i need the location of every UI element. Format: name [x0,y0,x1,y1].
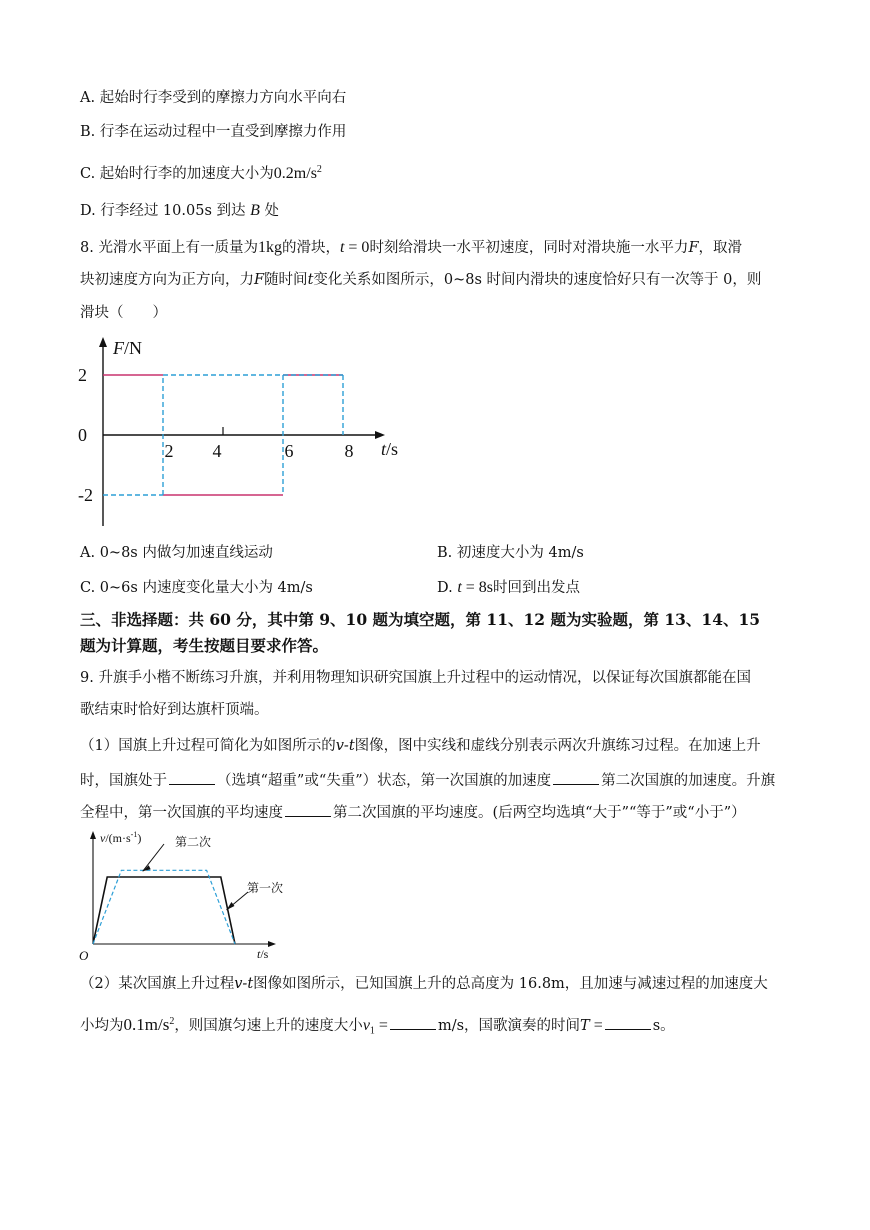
ft-labels [78,338,398,505]
annotation-pointer [143,844,164,871]
x-axis-label [257,947,269,961]
q9-text: s。 [652,1017,675,1034]
q9-accel-value: 0.1m/s [123,1014,170,1034]
q9-stem-line-1: 9. 升旗手小楷不断练习升旗，并利用物理知识研究国旗上升过程中的运动情况，以保证每次国旗都能在国 [80,670,751,686]
y-axis-arrow [99,337,107,347]
answer-blank-1[interactable] [169,770,215,785]
q7-option-d-point: B [250,202,260,219]
x-axis-arrow [375,431,385,439]
q9-text: 第二次国旗的平均速度。(后两空均选填“大于”“等于”或“小于”） [333,805,746,821]
q8-option-d-suffix: 时回到出发点 [493,580,581,596]
velocity-line-第二次 [93,870,235,944]
x-axis-label [381,439,398,459]
y-axis-label [112,338,142,358]
q9-stem-line-2: 歌结束时恰好到达旗杆顶端。 [80,702,269,718]
q7-option-c [80,160,322,184]
q8-option-c: C. 0~6s 内速度变化量大小为 4m/s [80,580,313,596]
q8-option-d-eq: = 8s [461,579,494,596]
q7-option-c-exponent: 2 [316,164,322,175]
q8-stem-line-2 [80,270,761,290]
x-axis-var: t [257,947,261,961]
q8-stem-line-1 [80,238,742,258]
q9-v1-eq: = [374,1016,388,1034]
y-axis-exp: -1 [130,830,138,839]
velocity-line-第一次 [93,877,235,944]
q9-text: 图像如图所示，已知国旗上升的总高度为 16.8m，且加速与减速过程的加速度大 [253,976,768,992]
q9-vt: v-t [335,738,355,754]
q8-t-var: t [339,239,345,256]
q9-accel-exponent: 2 [169,1016,175,1027]
q8-option-d [437,578,580,598]
q8-t-eq: = 0 [344,239,370,256]
answer-blank-2[interactable] [553,770,599,785]
q9-text: （1）国旗上升过程可简化为如图所示的 [80,738,336,754]
ft-axes [99,337,385,526]
q9-text: ，则国旗匀速上升的速度大小 [174,1017,363,1034]
q8-option-d-t: t [457,579,462,596]
x-axis-var: t [381,439,387,459]
y-tick-label: 2 [78,365,87,385]
q8-text: 块初速度方向为正方向，力 [80,272,254,288]
q9-text: 时，国旗处于 [80,773,167,789]
q9-T-eq: = [589,1016,603,1034]
q9-text: 图像，图中实线和虚线分别表示两次升旗练习过程。在加速上升 [354,738,761,754]
answer-blank-3[interactable] [285,802,331,817]
q8-option-a: A. 0~8s 内做匀加速直线运动 [80,545,273,561]
q9-v1-sub: 1 [369,1025,375,1037]
q9-text: 小均为 [80,1017,124,1034]
q9-part1-line-2 [80,770,775,791]
q8-t-var: t [307,272,314,288]
q9-text: 第二次国旗的加速度。升旗 [601,773,776,789]
y-axis-var: v [100,831,106,845]
annotation-second: 第二次 [175,835,212,849]
q9-text: 全程中，第一次国旗的平均速度 [80,805,283,821]
q8-F-var: F [254,272,265,288]
q7-option-a: A. 起始时行李受到的摩擦力方向水平向右 [80,90,347,106]
vt-labels [79,830,283,963]
x-tick-label: 2 [164,441,174,461]
q9-v1-var: v [362,1016,370,1034]
q9-part2-line-2 [80,1012,675,1042]
q9-text: m/s，国歌演奏的时间 [437,1017,581,1034]
q8-text: 的滑块， [281,240,340,256]
answer-blank-4[interactable] [390,1015,436,1030]
annotation-first: 第一次 [247,881,284,895]
q8-text: 变化关系如图所示，0~8s 时间内滑块的速度恰好只有一次等于 0，则 [313,272,762,288]
q8-text: 8. 光滑水平面上有一质量为 [80,240,258,256]
y-axis-var: F [113,338,124,358]
velocity-time-chart [76,828,296,968]
q8-F-var: F [688,240,699,256]
origin-label: O [79,948,89,963]
y-axis-arrow [90,831,96,839]
q9-T-var: T [580,1017,590,1034]
q7-option-c-text: C. 起始时行李的加速度大小为 [80,165,274,182]
q7-option-b: B. 行李在运动过程中一直受到摩擦力作用 [80,124,347,140]
x-tick-label: 8 [344,441,354,461]
y-tick-label: 0 [78,425,87,445]
q9-part2-line-1 [80,974,768,994]
q8-mass: 1kg [257,239,282,256]
q8-text: 时刻给滑块一水平初速度，同时对滑块施一水平力 [369,240,689,256]
y-axis-unit: /(m·s [105,831,131,845]
section-3-heading-line-1: 三、非选择题：共 60 分，其中第 9、10 题为填空题，第 11、12 题为实验题，第 13、14、15 [80,610,761,629]
q7-option-c-value: 0.2m/s [273,164,317,182]
q7-option-d [80,201,279,221]
y-tick-label: -2 [78,485,93,505]
q9-text: （选填“超重”或“失重”）状态，第一次国旗的加速度 [217,773,552,789]
y-axis-unit: /N [124,338,142,358]
force-time-chart [70,335,410,535]
x-axis-unit: /s [386,439,399,459]
q9-part1-line-3 [80,802,746,823]
q8-option-b: B. 初速度大小为 4m/s [437,545,584,561]
y-axis-label [100,830,141,845]
q9-text: （2）某次国旗上升过程 [80,976,235,992]
x-tick-label: 4 [212,441,222,461]
q8-option-d-label: D. [437,580,453,596]
y-axis-close: ) [137,831,142,845]
x-axis-unit: /s [260,947,269,961]
q8-text: ，取滑 [698,240,742,256]
x-tick-label: 6 [284,441,294,461]
section-3-heading-line-2: 题为计算题，考生按题目要求作答。 [80,636,329,655]
q8-stem-line-3: 滑块（ ） [80,305,167,321]
q9-vt: v-t [234,976,254,992]
x-axis-arrow [268,941,276,947]
q8-text: 随时间 [264,272,308,288]
q7-option-d-text: D. 行李经过 10.05s 到达 [80,203,246,219]
vt-series [93,844,248,944]
answer-blank-5[interactable] [605,1015,651,1030]
q7-option-d-suffix: 处 [264,203,279,219]
q9-part1-line-1 [80,736,761,756]
